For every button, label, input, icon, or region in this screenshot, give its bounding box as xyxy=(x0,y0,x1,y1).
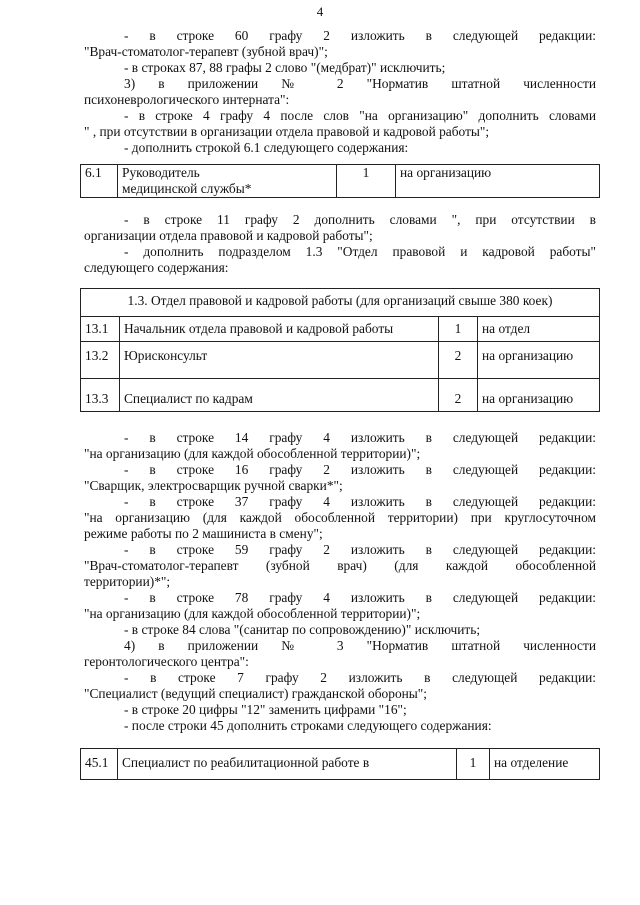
amendments-bottom xyxy=(84,430,596,734)
table-row xyxy=(81,165,600,198)
paragraph-line: территории)*"; xyxy=(84,574,171,589)
paragraph-line: "Врач-стоматолог-терапевт (зубной врач)"; xyxy=(84,44,328,59)
cell-position: Специалист по кадрам xyxy=(120,379,439,412)
paragraph-line: - в строке 60 графу 2 изложить в следующей редакции: xyxy=(124,28,596,43)
table-row-45-1 xyxy=(80,748,600,780)
paragraph-line: - дополнить подразделом 1.3 "Отдел правовой и кадровой работы" xyxy=(124,244,596,259)
paragraph-line: 3) в приложении № 2 "Норматив штатной численности xyxy=(124,76,596,91)
cell-norm: на отделение xyxy=(490,749,600,780)
paragraph-line: "на организацию (для каждой обособленной территории) при круглосуточном xyxy=(84,510,596,525)
cell-position: Специалист по реабилитационной работе в xyxy=(118,749,457,780)
page-number: 4 xyxy=(316,4,324,19)
paragraph-line: - в строках 87, 88 графы 2 слово "(медбрат)" исключить; xyxy=(124,60,446,75)
subsection-table xyxy=(80,288,600,412)
paragraph-line: - в строке 11 графу 2 дополнить словами ", при отсутствии в xyxy=(124,212,596,227)
paragraph-line: психоневрологического интерната": xyxy=(84,92,290,107)
cell-count: 1 xyxy=(439,317,478,342)
paragraph-line: "Специалист (ведущий специалист) гражданской обороны"; xyxy=(84,686,427,701)
cell-number: 13.2 xyxy=(81,342,120,379)
paragraph-line: организации отдела правовой и кадровой работы"; xyxy=(84,228,373,243)
amendments-mid xyxy=(84,212,596,276)
cell-count: 2 xyxy=(439,379,478,412)
paragraph-line: 4) в приложении № 3 "Норматив штатной численности xyxy=(124,638,596,653)
cell-norm: на организацию xyxy=(396,165,600,198)
cell-count: 1 xyxy=(457,749,490,780)
paragraph-line: - в строке 59 графу 2 изложить в следующей редакции: xyxy=(124,542,596,557)
table-row xyxy=(81,749,600,780)
paragraph-line: - в строке 4 графу 4 после слов "на организацию" дополнить словами xyxy=(124,108,596,123)
cell-position: Начальник отдела правовой и кадровой работы xyxy=(120,317,439,342)
cell-norm: на организацию xyxy=(478,342,600,379)
document-body xyxy=(84,28,596,780)
position-line-2: медицинской службы* xyxy=(122,181,252,196)
paragraph-line: - в строке 37 графу 4 изложить в следующей редакции: xyxy=(124,494,596,509)
table-row xyxy=(81,342,600,379)
cell-count: 1 xyxy=(337,165,396,198)
paragraph-line: - в строке 14 графу 4 изложить в следующей редакции: xyxy=(124,430,596,445)
paragraph-line: "Врач-стоматолог-терапевт (зубной врач) (для каждой обособленной xyxy=(84,558,596,573)
paragraph-line: геронтологического центра": xyxy=(84,654,249,669)
paragraph-line: - в строке 20 цифры "12" заменить цифрами "16"; xyxy=(124,702,407,717)
paragraph-line: - в строке 7 графу 2 изложить в следующей редакции: xyxy=(124,670,596,685)
cell-norm: на организацию xyxy=(478,379,600,412)
cell-count: 2 xyxy=(439,342,478,379)
table-header-row xyxy=(81,289,600,317)
table-row-6-1 xyxy=(80,164,600,198)
paragraph-line: "Сварщик, электросварщик ручной сварки*"; xyxy=(84,478,343,493)
cell-position: Юрисконсульт xyxy=(120,342,439,379)
paragraph-line: следующего содержания: xyxy=(84,260,229,275)
paragraph-line: режиме работы по 2 машиниста в смену"; xyxy=(84,526,323,541)
cell-position xyxy=(118,165,337,198)
paragraph-line: - в строке 84 слова "(санитар по сопровождению)" исключить; xyxy=(124,622,481,637)
paragraph-line: - после строки 45 дополнить строками следующего содержания: xyxy=(124,718,492,733)
paragraph-line: - дополнить строкой 6.1 следующего содержания: xyxy=(124,140,409,155)
paragraph-line: " , при отсутствии в организации отдела правовой и кадровой работы"; xyxy=(84,124,490,139)
cell-number: 6.1 xyxy=(81,165,118,198)
cell-number: 13.3 xyxy=(81,379,120,412)
table-row xyxy=(81,379,600,412)
paragraph-line: - в строке 78 графу 4 изложить в следующей редакции: xyxy=(124,590,596,605)
paragraph-line: - в строке 16 графу 2 изложить в следующей редакции: xyxy=(124,462,596,477)
amendments-top xyxy=(84,28,596,156)
paragraph-line: "на организацию (для каждой обособленной территории)"; xyxy=(84,446,421,461)
position-line-1: Руководитель xyxy=(122,165,200,180)
subsection-header: 1.3. Отдел правовой и кадровой работы (для организаций свыше 380 коек) xyxy=(81,289,600,317)
cell-number: 13.1 xyxy=(81,317,120,342)
table-row xyxy=(81,317,600,342)
cell-norm: на отдел xyxy=(478,317,600,342)
paragraph-line: "на организацию (для каждой обособленной территории)"; xyxy=(84,606,421,621)
cell-number: 45.1 xyxy=(81,749,118,780)
